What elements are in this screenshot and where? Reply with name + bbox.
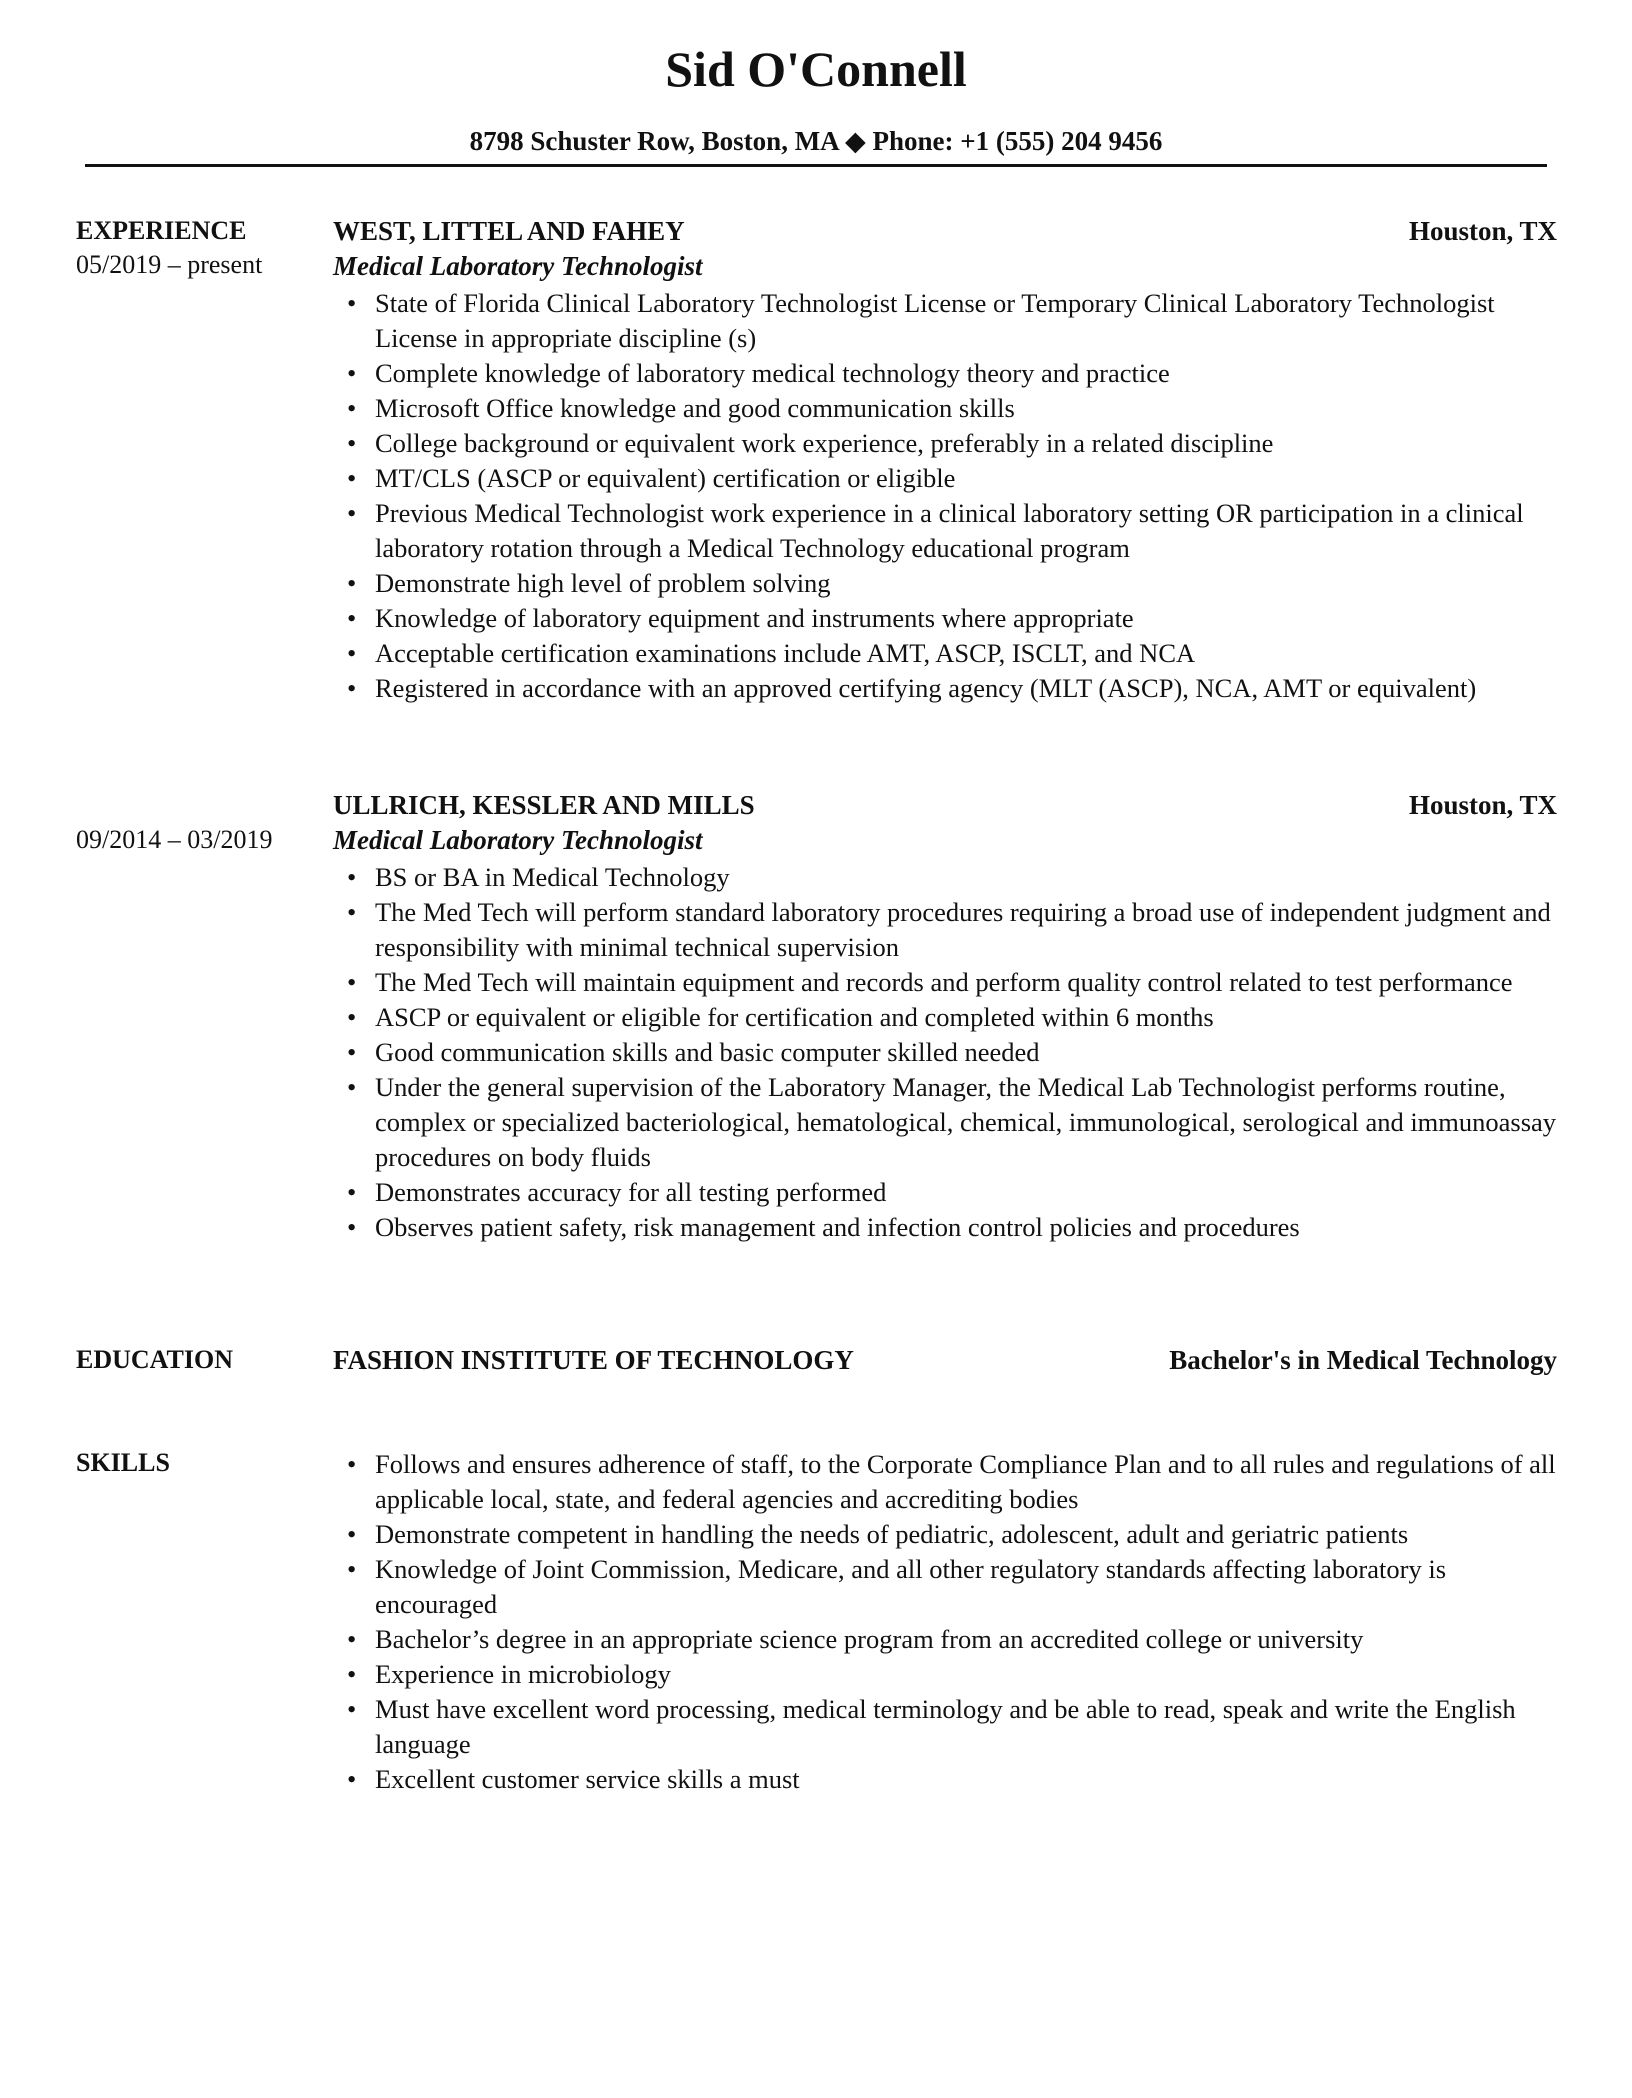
skills-bullets [333,1447,1563,1797]
job-bullets [333,860,1563,1245]
bullet-item: • The Med Tech will perform standard laboratory procedures requiring a broad use of independent judgment and responsibility with minimal technical supervision [333,895,1563,965]
job-title: Medical Laboratory Technologist [333,251,703,281]
bullet-item: • Knowledge of laboratory equipment and instruments where appropriate [333,601,1563,636]
bullet-item: • Previous Medical Technologist work experience in a clinical laboratory setting OR participation in a clinical laboratory rotation through a Medical Technology educational program [333,496,1563,566]
candidate-name: Sid O'Connell [665,41,967,97]
bullet-item: • Observes patient safety, risk management and infection control policies and procedures [333,1210,1563,1245]
bullet-item: • MT/CLS (ASCP or equivalent) certification or eligible [333,461,1563,496]
skill-item: • Experience in microbiology [333,1657,1563,1692]
bullet-item: • Complete knowledge of laboratory medical technology theory and practice [333,356,1563,391]
bullet-item: • Microsoft Office knowledge and good communication skills [333,391,1563,426]
skill-item: • Bachelor’s degree in an appropriate science program from an accredited college or university [333,1622,1563,1657]
job-location: Houston, TX [1408,216,1557,246]
contact-line: 8798 Schuster Row, Boston, MA ◆ Phone: +1 (555) 204 9456 [469,126,1163,156]
bullet-item: • Demonstrates accuracy for all testing performed [333,1175,1563,1210]
experience-heading: EXPERIENCE [76,216,247,245]
bullet-item: • Registered in accordance with an approved certifying agency (MLT (ASCP), NCA, AMT or equivalent) [333,671,1563,706]
bullet-item: • College background or equivalent work experience, preferably in a related discipline [333,426,1563,461]
bullet-item: • Acceptable certification examinations include AMT, ASCP, ISCLT, and NCA [333,636,1563,671]
job-dates: 05/2019 – present [76,250,263,279]
bullet-item: • State of Florida Clinical Laboratory Technologist License or Temporary Clinical Laboratory Technologist License in appropriate discipline (s) [333,286,1563,356]
education-school: FASHION INSTITUTE OF TECHNOLOGY [333,1345,854,1375]
job-bullets [333,286,1563,706]
header-divider [85,164,1547,167]
skill-item: • Knowledge of Joint Commission, Medicare, and all other regulatory standards affecting laboratory is encouraged [333,1552,1563,1622]
bullet-item: • Good communication skills and basic computer skilled needed [333,1035,1563,1070]
job-location: Houston, TX [1408,790,1557,820]
bullet-item: • Demonstrate high level of problem solving [333,566,1563,601]
job-company: WEST, LITTEL AND FAHEY [333,216,685,246]
job-company: ULLRICH, KESSLER AND MILLS [333,790,755,820]
skill-item: • Must have excellent word processing, medical terminology and be able to read, speak and write the English language [333,1692,1563,1762]
bullet-item: • The Med Tech will maintain equipment and records and perform quality control related to test performance [333,965,1563,1000]
skill-item: • Excellent customer service skills a must [333,1762,1563,1797]
job-dates: 09/2014 – 03/2019 [76,825,273,854]
bullet-item: • ASCP or equivalent or eligible for certification and completed within 6 months [333,1000,1563,1035]
education-heading: EDUCATION [76,1345,233,1374]
bullet-item: • Under the general supervision of the Laboratory Manager, the Medical Lab Technologist performs routine, complex or specialized bacteriological, hematological, chemical, immunological, serological and immunoassay procedures on body fluids [333,1070,1563,1175]
job-title: Medical Laboratory Technologist [333,825,703,855]
skills-heading: SKILLS [76,1448,170,1477]
education-degree: Bachelor's in Medical Technology [1169,1345,1557,1375]
bullet-item: • BS or BA in Medical Technology [333,860,1563,895]
skill-item: • Follows and ensures adherence of staff, to the Corporate Compliance Plan and to all rules and regulations of all applicable local, state, and federal agencies and accrediting bodies [333,1447,1563,1517]
skill-item: • Demonstrate competent in handling the needs of pediatric, adolescent, adult and geriatric patients [333,1517,1563,1552]
